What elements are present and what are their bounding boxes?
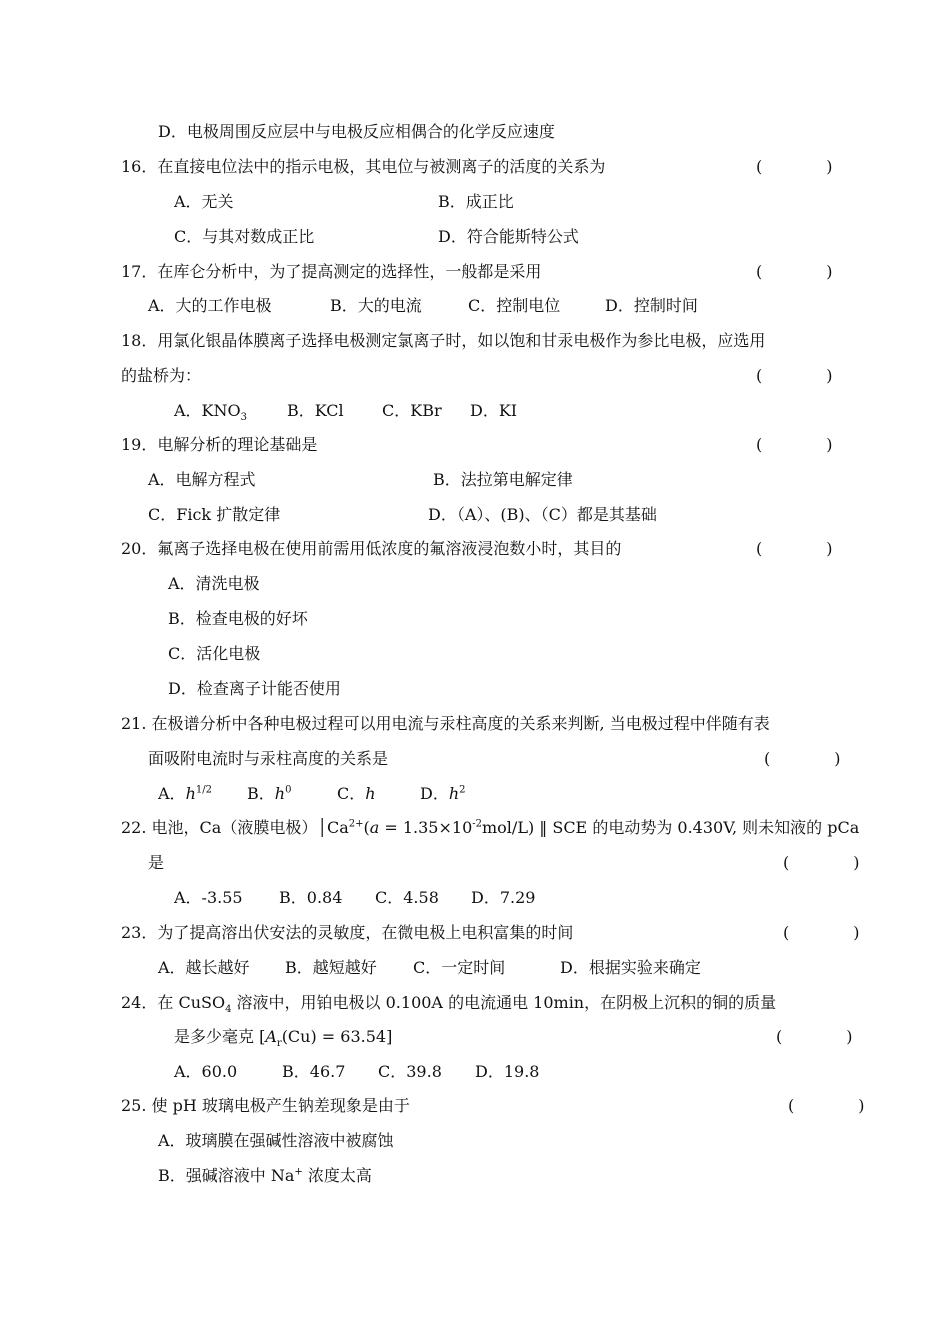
q16-option-b: B．成正比	[438, 192, 514, 211]
q21-option-a	[158, 786, 212, 802]
q19-option-c: C．Fick 扩散定律	[148, 505, 281, 524]
q18-option-b: B．KCl	[287, 401, 344, 420]
q24-ar-subscript: r	[276, 1038, 282, 1050]
q15-option-d: D．电极周围反应层中与电极反应相偶合的化学反应速度	[158, 122, 555, 141]
q22-option-a: A．-3.55	[174, 888, 243, 907]
q24-option-d: D．19.8	[475, 1062, 540, 1081]
q22-open-paren: (	[363, 818, 370, 837]
q21-option-d-exp: 2	[459, 784, 466, 796]
q21-option-b-label: B．	[247, 784, 275, 803]
q17-option-c: C．控制电位	[468, 296, 561, 315]
q18-stem-line2: 的盐桥为：	[121, 366, 202, 385]
q22-stem-line2: 是	[148, 853, 165, 872]
q21-option-d-label: D．	[420, 784, 449, 803]
q22-activity-value: = 1.35×10	[379, 818, 473, 837]
q22-answer-paren: ( )	[783, 853, 860, 872]
q20-answer-paren: ( )	[756, 539, 833, 558]
q24-ar-var: A	[265, 1027, 277, 1046]
q22-stem-pre: 22. 电池，Ca（液膜电极）│Ca	[121, 818, 349, 837]
q20-option-d: D．检查离子计能否使用	[168, 679, 341, 698]
q24-stem-line1	[121, 993, 777, 1016]
q22-ion-charge: 2+	[348, 818, 364, 830]
q18-option-c: C．KBr	[382, 401, 442, 420]
q21-stem-line2: 面吸附电流时与汞柱高度的关系是	[148, 749, 389, 768]
q17-option-a: A．大的工作电极	[148, 296, 272, 315]
q16-option-c: C．与其对数成正比	[174, 227, 315, 246]
q21-option-b-exp: 0	[285, 784, 292, 796]
q16-option-d: D．符合能斯特公式	[438, 227, 579, 246]
q16-stem: 16．在直接电位法中的指示电极，其电位与被测离子的活度的关系为	[121, 157, 606, 176]
q22-stem-post: mol/L) ‖ SCE 的电动势为 0.430V, 则未知液的 pCa	[482, 818, 860, 837]
q21-option-c	[337, 786, 376, 802]
q24-stem1-post: 溶液中，用铂电极以 0.100A 的电流通电 10min，在阴极上沉积的铜的质量	[231, 993, 777, 1012]
q20-stem: 20．氟离子选择电极在使用前需用低浓度的氟溶液浸泡数小时，其目的	[121, 539, 622, 558]
q19-option-d: D．（A）、(B)、（C）都是其基础	[428, 505, 657, 524]
q25-option-b	[158, 1168, 372, 1184]
q23-option-b: B．越短越好	[285, 958, 377, 977]
q25-option-b-charge: +	[294, 1166, 303, 1178]
q16-option-a: A．无关	[174, 192, 234, 211]
q23-option-c: C．一定时间	[413, 958, 506, 977]
q25-option-b-post: 浓度太高	[302, 1166, 372, 1185]
q21-option-b-var: h	[274, 784, 286, 803]
q20-option-c: C．活化电极	[168, 644, 261, 663]
q22-activity-var: a	[369, 818, 380, 837]
q25-stem: 25. 使 pH 玻璃电极产生钠差现象是由于	[121, 1096, 410, 1115]
q25-answer-paren: ( )	[788, 1096, 865, 1115]
q21-answer-paren: ( )	[764, 749, 841, 768]
q17-answer-paren: ( )	[756, 262, 833, 281]
q24-option-c: C．39.8	[378, 1062, 442, 1081]
q18-stem-line1: 18．用氯化银晶体膜离子选择电极测定氯离子时，如以饱和甘汞电极作为参比电极，应选用	[121, 331, 766, 350]
q19-option-b: B．法拉第电解定律	[433, 470, 573, 489]
q18-option-a-text: A．KNO	[174, 401, 241, 420]
q24-answer-paren: ( )	[776, 1027, 853, 1046]
q21-option-d-var: h	[448, 784, 460, 803]
q16-answer-paren: ( )	[756, 157, 833, 176]
q21-option-a-label: A．	[158, 784, 186, 803]
q19-stem: 19．电解分析的理论基础是	[121, 435, 318, 454]
q24-sulfate-subscript: 4	[225, 1004, 232, 1016]
q20-option-a: A．清洗电极	[168, 574, 260, 593]
q19-option-a: A．电解方程式	[148, 470, 256, 489]
q17-stem: 17．在库仑分析中，为了提高测定的选择性，一般都是采用	[121, 262, 542, 281]
q21-option-c-label: C．	[337, 784, 366, 803]
q18-option-d: D．KI	[470, 401, 518, 420]
q25-option-a: A．玻璃膜在强碱性溶液中被腐蚀	[158, 1131, 394, 1150]
q22-option-b: B．0.84	[279, 888, 343, 907]
q22-exponent: -2	[472, 818, 482, 830]
q18-option-a-subscript: 3	[240, 412, 248, 424]
q23-answer-paren: ( )	[783, 923, 860, 942]
q22-option-d: D．7.29	[471, 888, 536, 907]
q23-option-d: D．根据实验来确定	[560, 958, 701, 977]
q18-option-a	[174, 401, 248, 424]
q25-option-b-pre: B．强碱溶液中 Na	[158, 1166, 295, 1185]
q24-stem-line2	[174, 1027, 393, 1050]
q19-answer-paren: ( )	[756, 435, 833, 454]
q18-answer-paren: ( )	[756, 366, 833, 385]
q24-stem2-pre: 是多少毫克 [	[174, 1027, 266, 1046]
q21-option-d	[420, 786, 466, 802]
q24-option-b: B．46.7	[282, 1062, 346, 1081]
q23-option-a: A．越长越好	[158, 958, 250, 977]
q24-option-a: A．60.0	[174, 1062, 238, 1081]
q21-option-b	[247, 786, 291, 802]
q21-option-a-var: h	[185, 784, 196, 803]
q21-stem-line1: 21. 在极谱分析中各种电极过程可以用电流与汞柱高度的关系来判断, 当电极过程中伴随有表	[121, 714, 770, 733]
q22-stem-line1	[121, 820, 859, 836]
q23-stem: 23．为了提高溶出伏安法的灵敏度，在微电极上电积富集的时间	[121, 923, 574, 942]
q24-stem1-pre: 24．在 CuSO	[121, 993, 226, 1012]
q21-option-a-exp: 1/2	[195, 784, 212, 796]
q17-option-b: B．大的电流	[330, 296, 422, 315]
q21-option-c-var: h	[365, 784, 376, 803]
q17-option-d: D．控制时间	[605, 296, 698, 315]
q20-option-b: B．检查电极的好坏	[168, 609, 308, 628]
q24-stem2-post: (Cu) = 63.54]	[281, 1027, 393, 1046]
q22-option-c: C．4.58	[375, 888, 439, 907]
